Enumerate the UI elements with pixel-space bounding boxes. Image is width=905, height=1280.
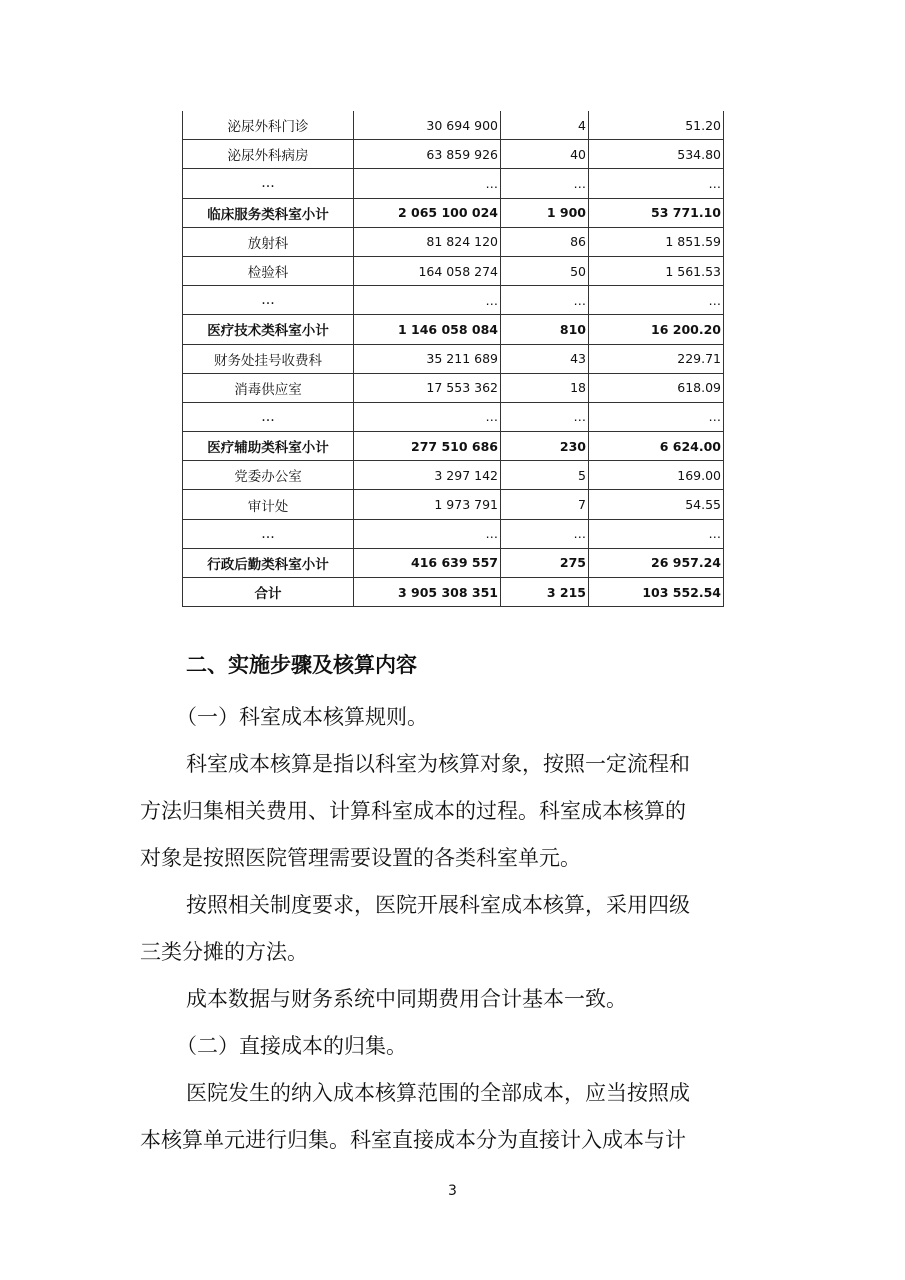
count-cell: 3 215 xyxy=(501,578,589,607)
department-name-cell: 行政后勤类科室小计 xyxy=(183,548,354,577)
table-row xyxy=(183,344,724,373)
amount-cell: … xyxy=(354,519,501,548)
table-row xyxy=(183,490,724,519)
value-cell: … xyxy=(589,286,724,315)
value-cell: 618.09 xyxy=(589,373,724,402)
department-name-cell: 党委办公室 xyxy=(183,461,354,490)
table-row xyxy=(183,140,724,169)
subtotal-row xyxy=(183,315,724,344)
department-name-cell: 临床服务类科室小计 xyxy=(183,198,354,227)
department-name-cell: 泌尿外科门诊 xyxy=(183,111,354,140)
count-cell: … xyxy=(501,286,589,315)
table-row xyxy=(183,227,724,256)
value-cell: 54.55 xyxy=(589,490,724,519)
amount-cell: 1 973 791 xyxy=(354,490,501,519)
amount-cell: 3 297 142 xyxy=(354,461,501,490)
value-cell: 26 957.24 xyxy=(589,548,724,577)
count-cell: 4 xyxy=(501,111,589,140)
department-name-cell: 医疗辅助类科室小计 xyxy=(183,432,354,461)
page-number: 3 xyxy=(448,1183,457,1199)
department-name-cell: … xyxy=(183,402,354,431)
value-cell: … xyxy=(589,402,724,431)
count-cell: 50 xyxy=(501,256,589,285)
subsection-heading-2: （二）直接成本的归集。 xyxy=(176,1034,407,1058)
section-heading: 二、实施步骤及核算内容 xyxy=(186,653,417,677)
amount-cell: … xyxy=(354,402,501,431)
value-cell: 103 552.54 xyxy=(589,578,724,607)
department-name-cell: 合计 xyxy=(183,578,354,607)
department-name-cell: … xyxy=(183,169,354,198)
value-cell: … xyxy=(589,519,724,548)
value-cell: 53 771.10 xyxy=(589,198,724,227)
count-cell: 7 xyxy=(501,490,589,519)
count-cell: 18 xyxy=(501,373,589,402)
subsection-heading-1: （一）科室成本核算规则。 xyxy=(176,705,428,729)
amount-cell: 1 146 058 084 xyxy=(354,315,501,344)
department-cost-table xyxy=(182,111,724,607)
value-cell: 16 200.20 xyxy=(589,315,724,344)
paragraph-1-line-2: 方法归集相关费用、计算科室成本的过程。科室成本核算的 xyxy=(140,799,686,823)
department-name-cell: 放射科 xyxy=(183,227,354,256)
paragraph-1-line-3: 对象是按照医院管理需要设置的各类科室单元。 xyxy=(140,846,581,870)
count-cell: 86 xyxy=(501,227,589,256)
department-name-cell: … xyxy=(183,519,354,548)
table-row xyxy=(183,402,724,431)
department-name-cell: 财务处挂号收费科 xyxy=(183,344,354,373)
amount-cell: … xyxy=(354,286,501,315)
table-row xyxy=(183,461,724,490)
total-row xyxy=(183,578,724,607)
department-name-cell: … xyxy=(183,286,354,315)
department-name-cell: 检验科 xyxy=(183,256,354,285)
value-cell: 6 624.00 xyxy=(589,432,724,461)
value-cell: 51.20 xyxy=(589,111,724,140)
amount-cell: 277 510 686 xyxy=(354,432,501,461)
count-cell: 40 xyxy=(501,140,589,169)
count-cell: 5 xyxy=(501,461,589,490)
department-name-cell: 泌尿外科病房 xyxy=(183,140,354,169)
count-cell: 1 900 xyxy=(501,198,589,227)
amount-cell: 416 639 557 xyxy=(354,548,501,577)
paragraph-4-line-1: 医院发生的纳入成本核算范围的全部成本，应当按照成 xyxy=(186,1081,690,1105)
subtotal-row xyxy=(183,548,724,577)
department-name-cell: 审计处 xyxy=(183,490,354,519)
table-row xyxy=(183,111,724,140)
subtotal-row xyxy=(183,432,724,461)
amount-cell: 35 211 689 xyxy=(354,344,501,373)
count-cell: … xyxy=(501,402,589,431)
value-cell: 1 851.59 xyxy=(589,227,724,256)
count-cell: 275 xyxy=(501,548,589,577)
count-cell: … xyxy=(501,169,589,198)
table-row xyxy=(183,256,724,285)
department-name-cell: 消毒供应室 xyxy=(183,373,354,402)
value-cell: 229.71 xyxy=(589,344,724,373)
paragraph-3-line-1: 成本数据与财务系统中同期费用合计基本一致。 xyxy=(186,987,627,1011)
table-row xyxy=(183,169,724,198)
department-name-cell: 医疗技术类科室小计 xyxy=(183,315,354,344)
amount-cell: 2 065 100 024 xyxy=(354,198,501,227)
department-cost-table-body xyxy=(183,111,724,607)
amount-cell: 63 859 926 xyxy=(354,140,501,169)
table-row xyxy=(183,286,724,315)
count-cell: … xyxy=(501,519,589,548)
table-row xyxy=(183,519,724,548)
amount-cell: … xyxy=(354,169,501,198)
count-cell: 43 xyxy=(501,344,589,373)
amount-cell: 17 553 362 xyxy=(354,373,501,402)
amount-cell: 81 824 120 xyxy=(354,227,501,256)
subtotal-row xyxy=(183,198,724,227)
value-cell: 1 561.53 xyxy=(589,256,724,285)
value-cell: 534.80 xyxy=(589,140,724,169)
table-row xyxy=(183,373,724,402)
paragraph-2-line-1: 按照相关制度要求，医院开展科室成本核算，采用四级 xyxy=(186,893,690,917)
paragraph-2-line-2: 三类分摊的方法。 xyxy=(140,940,308,964)
paragraph-4-line-2: 本核算单元进行归集。科室直接成本分为直接计入成本与计 xyxy=(140,1128,686,1152)
count-cell: 230 xyxy=(501,432,589,461)
value-cell: 169.00 xyxy=(589,461,724,490)
amount-cell: 30 694 900 xyxy=(354,111,501,140)
paragraph-1-line-1: 科室成本核算是指以科室为核算对象，按照一定流程和 xyxy=(186,752,690,776)
amount-cell: 164 058 274 xyxy=(354,256,501,285)
amount-cell: 3 905 308 351 xyxy=(354,578,501,607)
value-cell: … xyxy=(589,169,724,198)
count-cell: 810 xyxy=(501,315,589,344)
